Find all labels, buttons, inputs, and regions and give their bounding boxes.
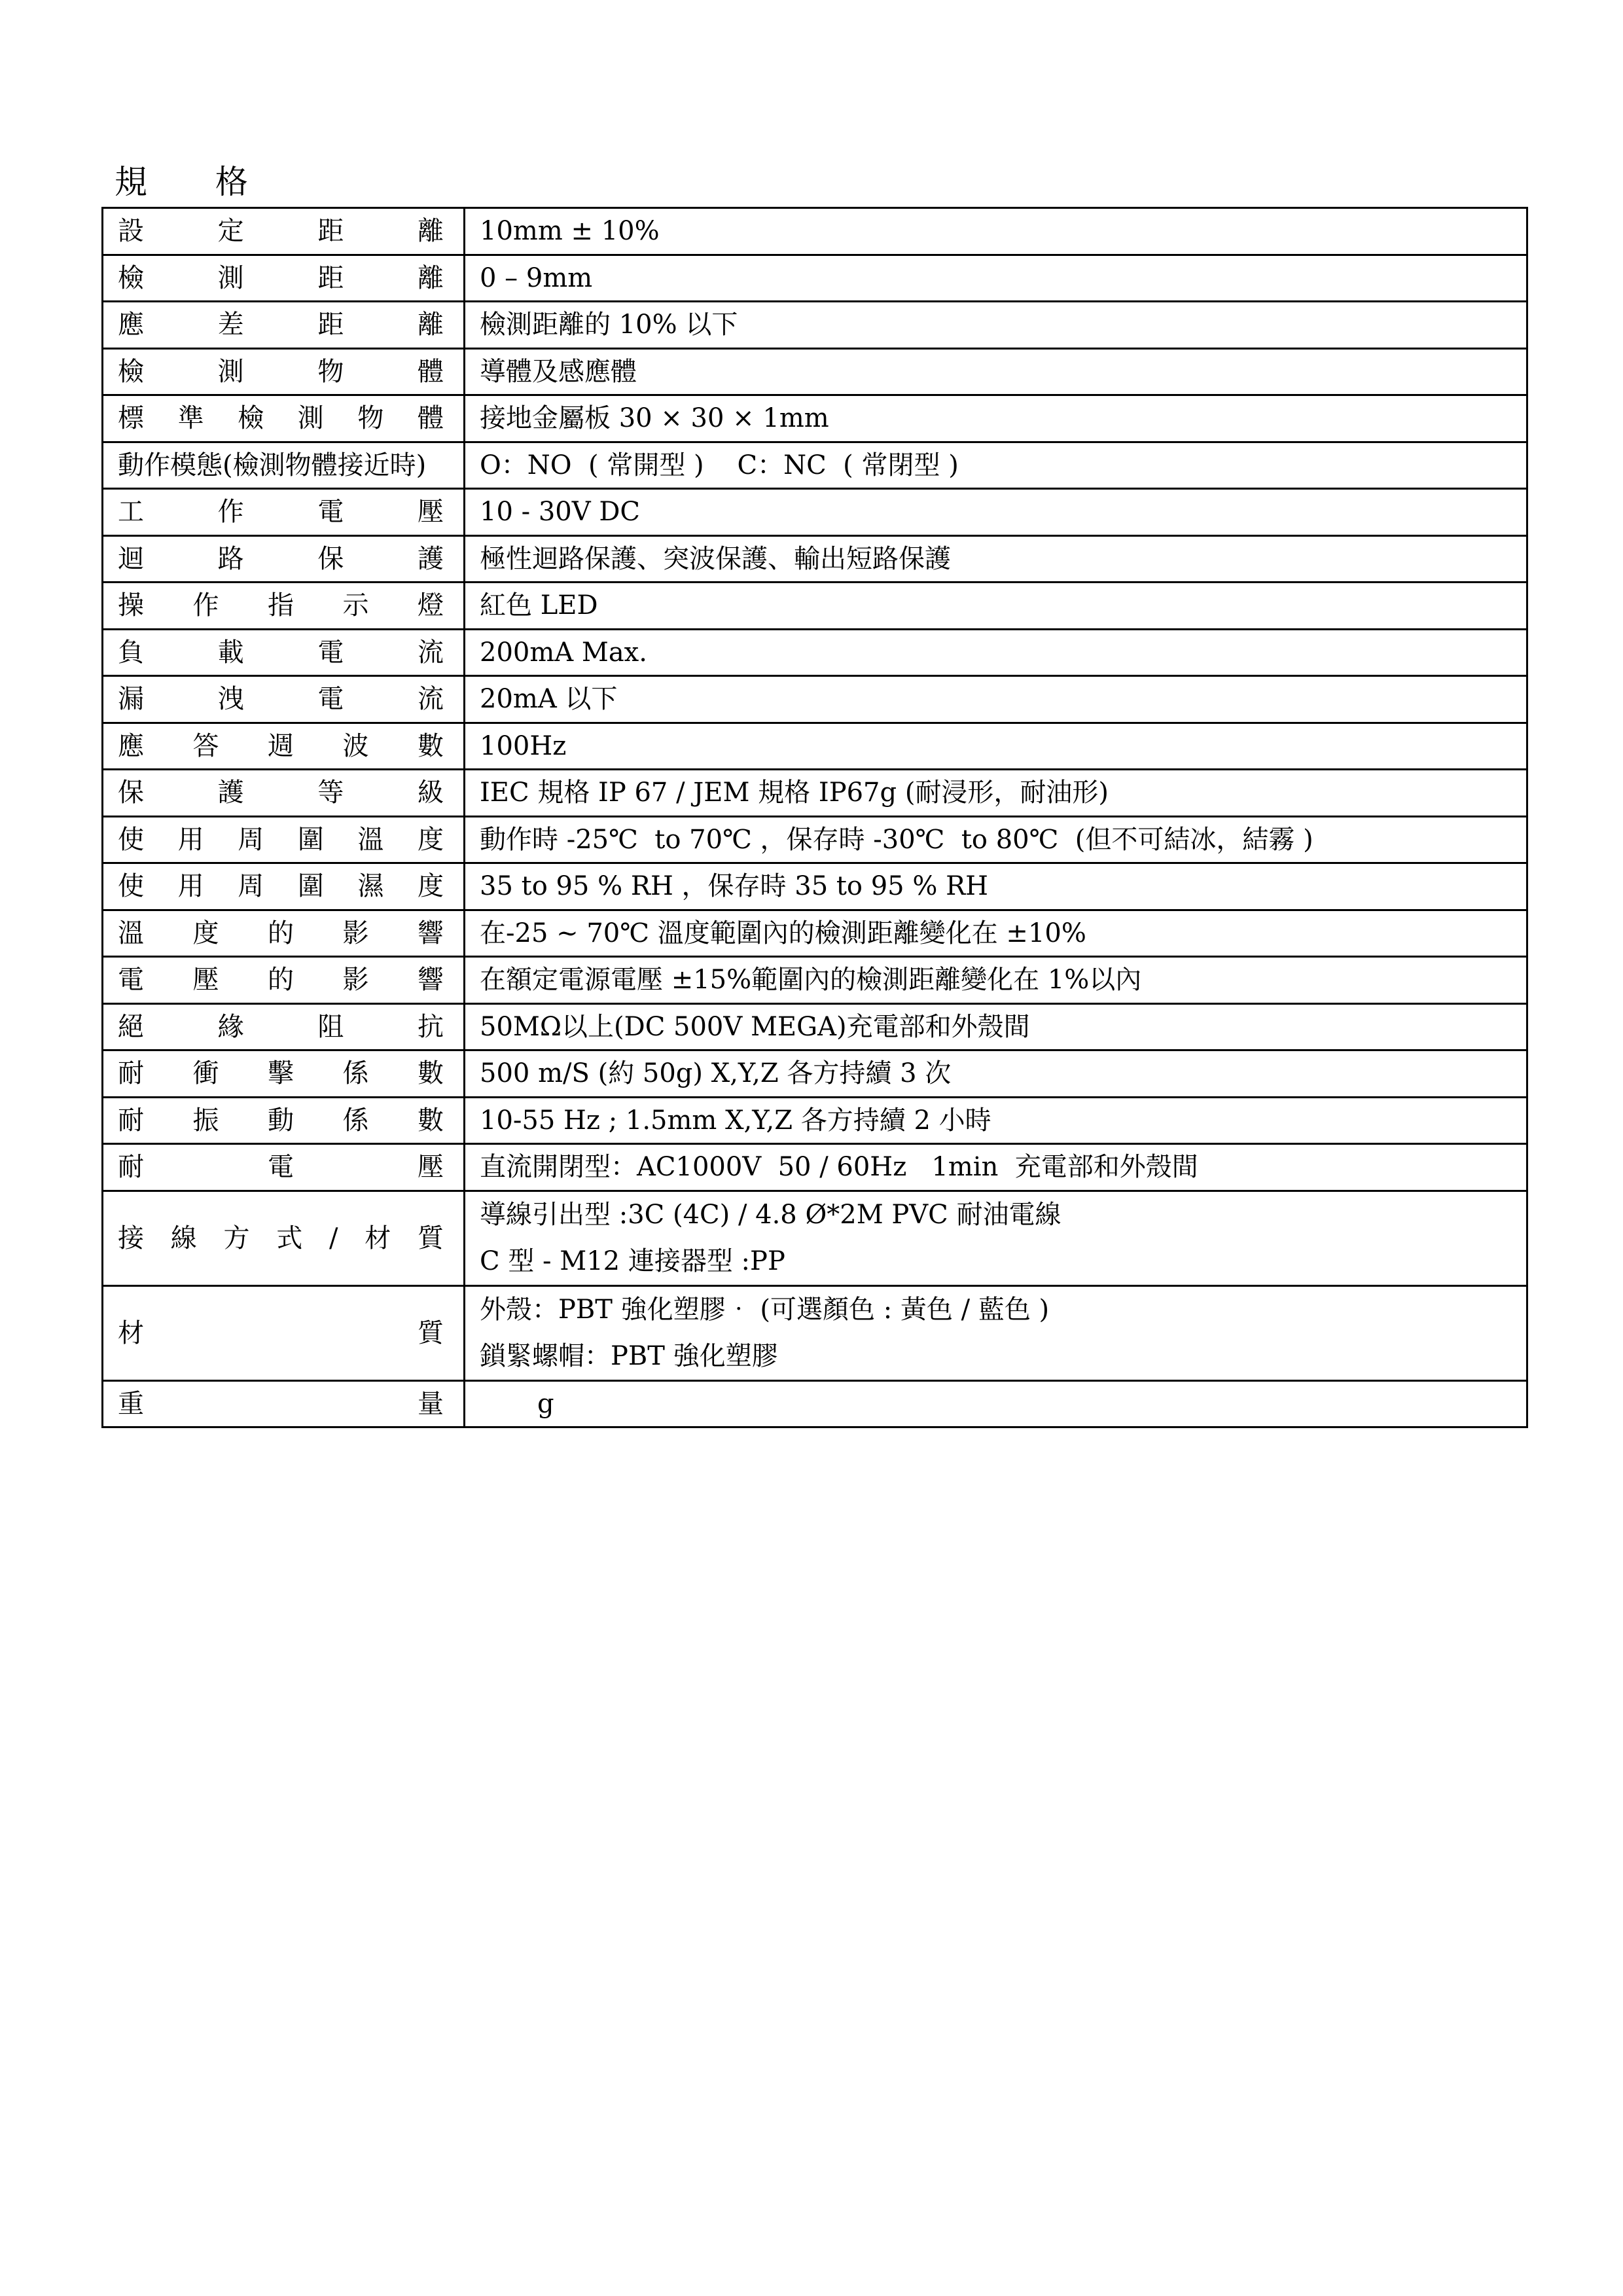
spec-label — [103, 535, 465, 583]
table-row — [103, 863, 1527, 910]
table-row — [103, 1050, 1527, 1098]
spec-value: O：NO ( 常開型 ) C：NC ( 常閉型 ) — [465, 442, 1527, 489]
spec-label — [103, 1003, 465, 1050]
spec-label-text: 保 護 等 級 — [118, 778, 444, 808]
table-row — [103, 255, 1527, 302]
table-row — [103, 676, 1527, 723]
spec-label — [103, 1191, 465, 1285]
spec-value-line: C 型 - M12 連接器型 :PP — [480, 1246, 785, 1276]
spec-label-text: 耐 電 壓 — [118, 1152, 444, 1183]
spec-label-text: 接 線 方 式 / 材 質 — [118, 1223, 444, 1253]
table-row — [103, 1003, 1527, 1050]
table-row — [103, 535, 1527, 583]
spec-label-text: 工 作 電 壓 — [118, 497, 444, 528]
table-row — [103, 348, 1527, 395]
spec-label — [103, 1144, 465, 1191]
spec-label — [103, 1285, 465, 1380]
spec-value — [465, 1191, 1527, 1285]
spec-label-text: 設 定 距 離 — [118, 216, 444, 247]
table-row — [103, 957, 1527, 1004]
spec-value: 20mA 以下 — [465, 676, 1527, 723]
spec-label — [103, 1097, 465, 1144]
spec-value: IEC 規格 IP 67 / JEM 規格 IP67g (耐浸形，耐油形) — [465, 770, 1527, 817]
table-row — [103, 489, 1527, 536]
spec-value — [465, 1285, 1527, 1380]
spec-label-text: 檢 測 物 體 — [118, 356, 444, 387]
spec-value: 10-55 Hz ; 1.5mm X,Y,Z 各方持續 2 小時 — [465, 1097, 1527, 1144]
spec-value: 10mm ± 10% — [465, 208, 1527, 255]
table-row — [103, 442, 1527, 489]
spec-value: 35 to 95 % RH ，保存時 35 to 95 % RH — [465, 863, 1527, 910]
spec-label — [103, 302, 465, 349]
spec-table — [101, 207, 1528, 1428]
spec-label — [103, 723, 465, 770]
spec-label — [103, 1380, 465, 1427]
spec-label-text: 動作模態(檢測物體接近時) — [118, 450, 427, 480]
table-row — [103, 208, 1527, 255]
spec-value: 50MΩ以上(DC 500V MEGA)充電部和外殼間 — [465, 1003, 1527, 1050]
spec-label-text: 溫 度 的 影 響 — [118, 918, 444, 948]
spec-value: 在-25 ~ 70℃ 溫度範圍內的檢測距離變化在 ±10% — [465, 910, 1527, 957]
spec-value: 0 – 9mm — [465, 255, 1527, 302]
table-row — [103, 723, 1527, 770]
spec-label — [103, 910, 465, 957]
spec-value: 檢測距離的 10% 以下 — [465, 302, 1527, 349]
spec-label-text: 耐 振 動 係 數 — [118, 1105, 444, 1136]
spec-label-text: 應 差 距 離 — [118, 310, 444, 340]
spec-label-text: 材 質 — [118, 1318, 444, 1348]
spec-label-text: 負 載 電 流 — [118, 637, 444, 668]
spec-value: 紅色 LED — [465, 583, 1527, 630]
page-title: 規 格 — [115, 163, 277, 201]
table-row — [103, 302, 1527, 349]
spec-value: 500 m/S (約 50g) X,Y,Z 各方持續 3 次 — [465, 1050, 1527, 1098]
spec-value: 動作時 -25℃ to 70℃ ，保存時 -30℃ to 80℃ (但不可結冰，結霧 ) — [465, 816, 1527, 863]
spec-label-text: 重 量 — [118, 1388, 444, 1419]
spec-label-text: 操 作 指 示 燈 — [118, 590, 444, 621]
table-row — [103, 1380, 1527, 1427]
spec-value: 接地金屬板 30 × 30 × 1mm — [465, 395, 1527, 442]
table-row — [103, 583, 1527, 630]
spec-value: 極性迴路保護、突波保護、輸出短路保護 — [465, 535, 1527, 583]
spec-value-line: 外殼：PBT 強化塑膠‧ (可選顏色 : 黃色 / 藍色 ) — [480, 1294, 1050, 1325]
spec-label — [103, 348, 465, 395]
table-row — [103, 395, 1527, 442]
spec-label — [103, 489, 465, 536]
spec-label — [103, 957, 465, 1004]
table-row — [103, 910, 1527, 957]
table-row — [103, 1285, 1527, 1380]
table-row — [103, 770, 1527, 817]
spec-label-text: 電 壓 的 影 響 — [118, 965, 444, 996]
spec-label-text: 檢 測 距 離 — [118, 262, 444, 293]
table-row — [103, 1191, 1527, 1285]
spec-value: 直流開閉型：AC1000V 50 / 60Hz 1min 充電部和外殼間 — [465, 1144, 1527, 1191]
spec-label-text: 標 準 檢 測 物 體 — [118, 403, 444, 434]
spec-value: 10 - 30V DC — [465, 489, 1527, 536]
spec-value-line: 導線引出型 :3C (4C) / 4.8 Ø*2M PVC 耐油電線 — [480, 1199, 1061, 1230]
spec-label-text: 使 用 周 圍 濕 度 — [118, 871, 444, 902]
spec-label — [103, 208, 465, 255]
spec-label-text: 絕 緣 阻 抗 — [118, 1011, 444, 1042]
spec-label-text: 漏 洩 電 流 — [118, 684, 444, 715]
spec-label — [103, 1050, 465, 1098]
spec-label — [103, 629, 465, 676]
spec-label-text: 使 用 周 圍 溫 度 — [118, 824, 444, 855]
spec-label — [103, 442, 465, 489]
spec-value: g — [465, 1380, 1527, 1427]
table-row — [103, 1144, 1527, 1191]
spec-value: 在額定電源電壓 ±15%範圍內的檢測距離變化在 1%以內 — [465, 957, 1527, 1004]
spec-label-text: 迴 路 保 護 — [118, 543, 444, 574]
spec-label — [103, 255, 465, 302]
spec-label — [103, 395, 465, 442]
table-row — [103, 629, 1527, 676]
spec-label — [103, 770, 465, 817]
spec-label — [103, 816, 465, 863]
spec-value: 100Hz — [465, 723, 1527, 770]
table-row — [103, 816, 1527, 863]
spec-value-line: 鎖緊螺帽：PBT 強化塑膠 — [480, 1340, 778, 1371]
spec-label — [103, 863, 465, 910]
spec-label — [103, 583, 465, 630]
spec-label — [103, 676, 465, 723]
spec-value: 200mA Max. — [465, 629, 1527, 676]
table-row — [103, 1097, 1527, 1144]
spec-label-text: 應 答 週 波 數 — [118, 730, 444, 761]
spec-value: 導體及感應體 — [465, 348, 1527, 395]
spec-label-text: 耐 衝 擊 係 數 — [118, 1058, 444, 1089]
